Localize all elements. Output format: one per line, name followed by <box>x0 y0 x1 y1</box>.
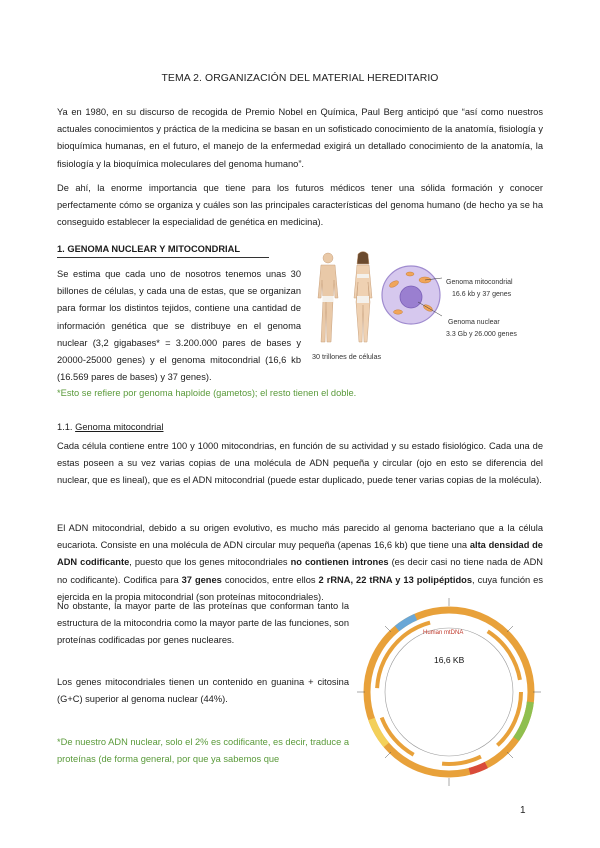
page-number: 1 <box>520 805 526 816</box>
p2-bold-introns: no contienen intrones <box>290 557 389 568</box>
intro-paragraph: Ya en 1980, en su discurso de recogida de Premio Nobel en Química, Paul Berg anticipó que “así como nuestros actuales conocimientos y práctica de la medicina se basan en un sofisticado conocimiento de la anatomía, fisiología y bioquímica humanas, en el futuro, el manejo de la enfermedad exigirá un detallado conocimiento de la anatomía, la fisiología y la bioquímica moleculares del genoma humano”. <box>57 107 543 169</box>
p2-text-f: , cuya función es ejercida en la propia mitocondrial (son proteínas mitocondriales). <box>57 574 543 602</box>
label-nuclear-size: 3.3 Gb y 26.000 genes <box>446 331 517 338</box>
section1-1-title: Genoma mitocondrial <box>75 422 164 432</box>
p2-text-a: El ADN mitocondrial, debido a su origen evolutivo, es mucho más parecido al genoma bacteriano que a la célula eucariota. Consiste en una molécula de ADN circular muy pequeña (apenas 16,6 kb) que tiene una <box>57 523 543 551</box>
mito-paragraph-1: Cada célula contiene entre 100 y 1000 mitocondrias, en función de su actividad y su estado fisiológico. Cada una de estas poseen a su vez varias copias de una molécula de ADN pequeña y circular (ojo en esto se diferencia del nuclear, que es lineal), que es el ADN mitocondrial (puede estar duplicado, puede tener varias copias de la molécula). <box>57 441 543 486</box>
mito-paragraph-3: No obstante, la mayor parte de las proteínas que conforman tanto la estructura de la mitocondria como la mayor parte de las funciones, son proteínas codificadas por genes nucleares. <box>57 601 349 646</box>
mito-paragraph-4: Los genes mitocondriales tienen un contenido en guanina + citosina (G+C) superior al genoma nuclear (44%). <box>57 677 349 705</box>
mito-map-inner-label: Human mtDNA <box>423 630 464 636</box>
mito-genome-map <box>355 592 543 790</box>
section1-body: Se estima que cada uno de nosotros tenemos unas 30 billones de células, y cada una de estas, que se organizan para formar los distintos tejidos, contiene una cantidad de información genética que se distribuye en el genoma nuclear (3,2 gigabases* = 3.200.000 pares de bases y 20000-25000 genes) y el genoma mitocondrial (16,6 kb (16.569 pares de bases) y 37 genes). <box>57 269 301 383</box>
mito-map-size-label: 16,6 KB <box>434 655 465 665</box>
section1-heading-underline <box>57 257 269 258</box>
page-title: TEMA 2. ORGANIZACIÓN DEL MATERIAL HEREDITARIO <box>161 73 439 84</box>
section1-1-number: 1.1. <box>57 422 73 432</box>
human-bodies-figure <box>308 250 388 350</box>
coding-dna-note: *De nuestro ADN nuclear, solo el 2% es codificante, es decir, traduce a proteínas (de forma general, por que ya sabemos que <box>57 737 349 765</box>
p2-text-e: conocidos, entre ellos <box>221 574 319 585</box>
p2-bold-37genes: 37 genes <box>181 574 222 585</box>
section1-1-heading <box>57 422 163 432</box>
bodies-caption: 30 trillones de células <box>312 352 382 361</box>
label-mito-size: 16.6 kb y 37 genes <box>452 291 512 298</box>
p2-bold-density: alta densidad de ADN codificante <box>57 540 543 568</box>
p2-text-d: (es decir casi no tiene nada de ADN no codificante). Codifica para <box>57 557 543 585</box>
label-mito-title: Genoma mitocondrial <box>446 279 513 286</box>
label-nuclear-title: Genoma nuclear <box>448 319 500 326</box>
haploid-note: *Esto se refiere por genoma haploide (gametos); el resto tienen el doble. <box>57 388 357 398</box>
importance-paragraph: De ahí, la enorme importancia que tiene para los futuros médicos tener una sólida formación y conocer perfectamente cómo se organiza y cuáles son las principales características del genoma humano (de hecho ya se ha conseguido establecer la especialidad de genética en medicina). <box>57 183 543 228</box>
section1-heading: 1. GENOMA NUCLEAR Y MITOCONDRIAL <box>57 244 241 254</box>
cell-figure <box>380 264 442 326</box>
p2-bold-rna: 2 rRNA, 22 tRNA y 13 polipéptidos <box>318 574 472 585</box>
p2-text-c: , puesto que los genes mitocondriales <box>129 557 291 568</box>
